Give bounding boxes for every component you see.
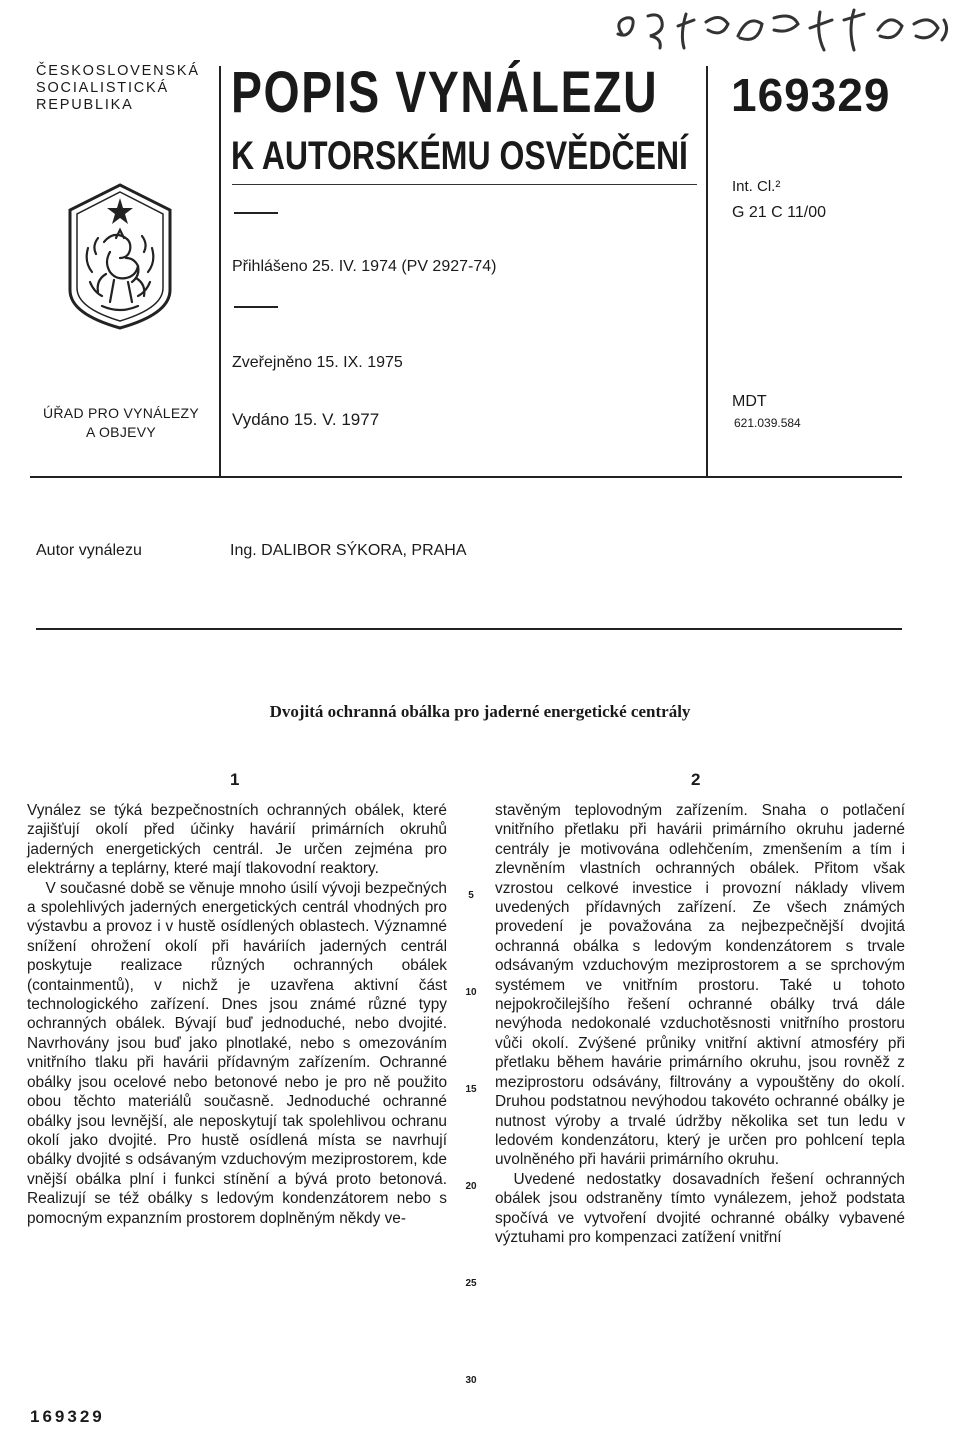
text-column-2 — [495, 801, 905, 1247]
country-line-3: REPUBLIKA — [36, 97, 134, 113]
mdt-value: 621.039.584 — [734, 416, 801, 430]
header-divider-right — [706, 66, 708, 476]
dash-separator-2 — [234, 306, 278, 308]
column-number-1: 1 — [230, 770, 240, 789]
line-number: 25 — [465, 1278, 477, 1289]
paragraph: stavěným teplovodným zařízením. Snaha o potlačení vnitřního přetlaku při havárii primárního okruhu jaderné centrály je motivována odlehčením, zmenšením a tím i zlevněním vlastních ochranných obálek. Přitom však vzrostou celkové investice i provozní náklady vlivem uvedených přídavných zařízení. Ze všech známých provedení je považována za nejbezpečnější dvojitá ochranná obálka s ledovým kondenzátorem s trvale odsávaným vzduchovým meziprostorem a se sprchovým systémem ve vnitřním prostoru. Také u tohoto nejpokročilejšího řešení ochranné obálky trvá dále nevýhoda nedokonalé vzduchotěsnosti vnitřního prostoru vůči okolí. Zvýšené průniky vnitřní aktivní atmosféry při přetlaku během havárie primárního okruhu, jsou rovněž z meziprostoru odsávány, filtrovány a vypouštěny do okolí. Druhou podstatnou nevýhodou takovéto ochranné obálky je nutnost výroby a trvalé údržby několika set tun ledu v ledovém kondenzátoru, který je určen pro pohlcení tepla uvolněného při havárii primárního okruhu. — [495, 802, 905, 1169]
paragraph: V současné době se věnuje mnoho úsilí vývoji bezpečných a spolehlivých jaderných energetických centrál vhodných pro výstavbu a provoz i v hustě osídlených oblastech. Významné snížení ohrožení okolí při haváriích jaderných centrál poskytuje realizace různých ochranných obálek (containmentů), v nichž je uzavřena aktivní část technologického zařízení. Dnes jsou známé různé typy ochranných obálek. Bývají buď jednoduché, nebo dvojité. Navrhovány jsou buď jako plnotlaké, nebo s omezováním vnitřního tlaku při havárii přídavným zařízením. Ochranné obálky jsou ocelové nebo betonové nebo je pro ně použito obou těchto materiálů současně. Jednoduché ochranné obálky jsou levnější, ale neposkytují tak spolehlivou ochranu okolí jako dvojité. Pro hustě osídlená místa se navrhují obálky dvojité s odsávaným vzduchovým meziprostorem, kde vnější obálka plní i funkci stínění a bývá proto betonová. Realizují se též obálky s ledovým kondenzátorem nebo s pomocným expanzním prostorem doplněným někdy ve- — [27, 879, 447, 1227]
patent-office-name — [26, 404, 216, 442]
country-line-2: SOCIALISTICKÁ — [36, 80, 169, 96]
mdt-label: MDT — [732, 393, 767, 410]
office-line-2: A OBJEVY — [85, 424, 157, 440]
office-line-1: ÚŘAD PRO VYNÁLEZY — [42, 405, 200, 421]
line-number: 5 — [468, 890, 474, 901]
line-number: 20 — [465, 1181, 477, 1192]
author-label: Autor vynálezu — [36, 542, 142, 559]
dash-separator-1 — [234, 212, 278, 214]
paragraph: Vynález se týká bezpečnostních ochranných obálek, které zajišťují okolí před účinky havárií primárních okruhů jaderných energetických centrál. Je určen zejména pro elektrárny a teplárny, které mají tlakovodní reaktory. — [27, 802, 447, 878]
country-name — [36, 63, 211, 114]
handwritten-annotation-image — [610, 6, 955, 56]
int-cl-value: G 21 C 11/00 — [732, 204, 826, 221]
invention-title: Dvojitá ochranná obálka pro jaderné energetické centrály — [269, 702, 691, 721]
line-number: 30 — [465, 1375, 477, 1386]
author-name: Ing. DALIBOR SÝKORA, PRAHA — [230, 542, 467, 559]
int-cl-label: Int. Cl.² — [732, 178, 781, 195]
state-emblem-icon — [66, 182, 174, 332]
header-bottom-rule — [30, 476, 902, 478]
country-line-1: ČESKOSLOVENSKÁ — [36, 63, 200, 79]
filed-date: Přihlášeno 25. IV. 1974 (PV 2927-74) — [232, 258, 497, 275]
published-date: Zveřejněno 15. IX. 1975 — [232, 354, 403, 371]
line-number: 15 — [465, 1084, 477, 1095]
title-underline — [232, 184, 697, 185]
document-subtitle: K AUTORSKÉMU OSVĚDČENÍ — [231, 134, 688, 178]
footer-patent-number: 169329 — [30, 1407, 105, 1426]
author-rule — [36, 628, 902, 630]
text-column-1 — [27, 801, 447, 1228]
header-divider-left — [219, 66, 221, 476]
issued-date: Vydáno 15. V. 1977 — [232, 410, 380, 429]
patent-number: 169329 — [731, 69, 891, 121]
document-main-title: POPIS VYNÁLEZU — [231, 60, 659, 125]
line-number: 10 — [465, 987, 477, 998]
column-number-2: 2 — [691, 770, 701, 789]
paragraph: Uvedené nedostatky dosavadních řešení ochranných obálek jsou odstraněny tímto vynálezem, jehož podstata spočívá ve vytvoření dvojité ochranné obálky vybavené výztuhami pro kompenzaci zatížení vnitřní — [495, 1170, 905, 1246]
